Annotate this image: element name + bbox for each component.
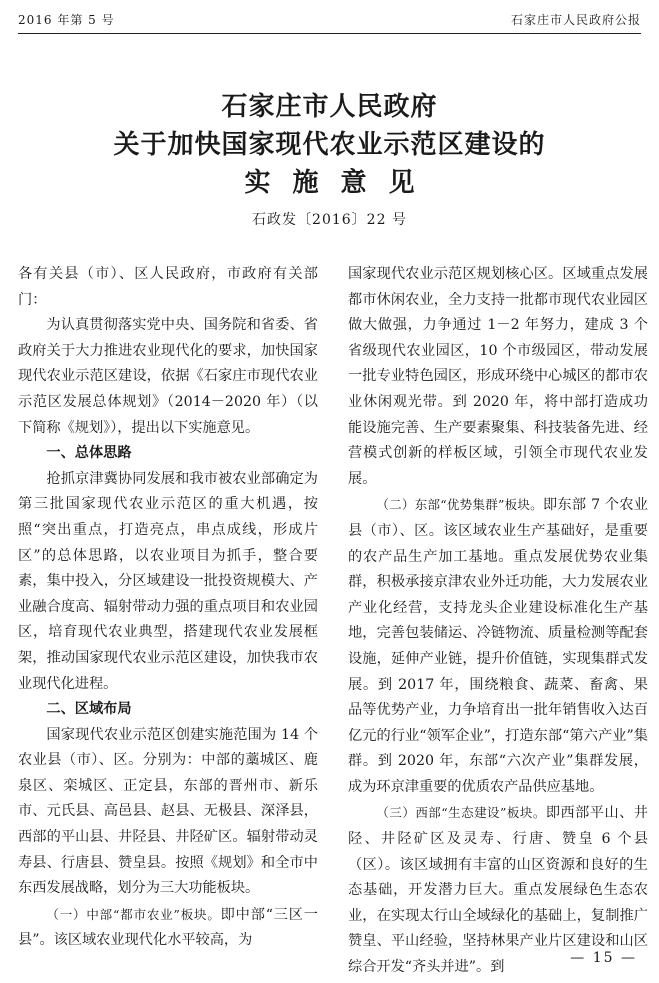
- document-number: 石政发〔2016〕22 号: [252, 212, 407, 228]
- west-block-label: （三）西部“生态建设”板块。: [376, 805, 546, 821]
- title-subject: 关于加快国家现代农业示范区建设的: [113, 130, 546, 160]
- issue-label: 2016 年第 5 号: [18, 12, 115, 27]
- central-block-text: 即中部“三区一县”。该区域农业现代化水平较高，为: [18, 906, 318, 949]
- section-heading-1: 一、总体思路: [46, 445, 132, 462]
- page-number: — 15 —: [570, 950, 637, 966]
- left-column: [18, 262, 318, 954]
- title-issuer: 石家庄市人民政府: [221, 92, 438, 122]
- central-block-label: （一）中部“都市农业”板块。: [46, 906, 221, 922]
- title-doctype: 实施意见: [244, 168, 437, 198]
- page-header: [18, 8, 641, 30]
- right-column: [348, 262, 648, 981]
- section-2-paragraph: 国家现代农业示范区创建实施范围为 14 个农业县（市）、区。分别为：中部的藁城区、鹿泉区、栾城区、正定县，东部的晋州市、新乐市、元氏县、高邑县、赵县、无极县、深泽县，西部的平山县、井陉县、井陉矿区。辐射带动灵寿县、行唐县、赞皇县。按照《规划》和全市中东西发展战略，划分为三大功能板块。: [18, 726, 318, 897]
- east-block-text: 即东部 7 个农业县（市）、区。该区域农业生产基础好，是重要的农产品生产加工基地。重点发展优势农业集群，积极承接京津农业外迁功能，大力发展农业产业化经营，支持龙头企业建设标准化生产基地，完善包装储运、冷链物流、质量检测等配套设施，延伸产业链，提升价值链，实现集群式发展。到 2017 年，围绕粮食、蔬菜、畜禽、果品等优势产业，力争培育出一批年销售收入达百亿元的行业“领军企业”，打造东部“第六产业”集群。到 2020 年，东部“六次产业”集群发展，成为环京津重要的优质农产品供应基地。: [348, 497, 648, 795]
- publication-name: 石家庄市人民政府公报: [510, 12, 641, 27]
- header-divider: [18, 33, 641, 34]
- salutation: 各有关县（市）、区人民政府，市政府有关部门：: [18, 266, 318, 308]
- east-block-paragraph: [348, 492, 648, 800]
- east-block-label: （二）东部“优势集群”板块。: [376, 497, 543, 513]
- intro-paragraph: 为认真贯彻落实党中央、国务院和省委、省政府关于大力推进农业现代化的要求，加快国家现代农业示范区建设，依据《石家庄市现代农业示范区发展总体规划》（2014－2020 年）（以下简称《规划》），提出以下实施意见。: [18, 317, 318, 436]
- section-heading-2: 二、区域布局: [46, 701, 132, 718]
- west-block-text: 即西部平山、井陉、井陉矿区及灵寿、行唐、赞皇 6 个县（区）。该区域拥有丰富的山区资源和良好的生态基础，开发潜力巨大。重点发展绿色生态农业，在实现太行山全域绿化的基础上，复制推广赞皇、平山经验，坚持林果产业片区建设和山区综合开发“齐头并进”。到: [348, 805, 648, 976]
- section-1-paragraph: 抢抓京津冀协同发展和我市被农业部确定为第三批国家现代农业示范区的重大机遇，按照“突出重点，打造亮点，串点成线，形成片区”的总体思路，以农业项目为抓手，整合要素，集中投入，分区域建设一批投资规模大、产业融合度高、辐射带动力强的重点项目和农业园区，培育现代农业典型，搭建现代农业发展框架，推动国家现代农业示范区建设，加快我市农业现代化进程。: [18, 470, 318, 692]
- central-block-continued: 国家现代农业示范区规划核心区。区域重点发展都市休闲农业，全力支持一批都市现代农业园区做大做强，力争通过 1－2 年努力，建成 3 个省级现代农业园区，10 个市级园区，带动发展一批专业特色园区，形成环绕中心城区的都市农业休闲观光带。到 2020 年，将中部打造成功能设施完善、生产要素聚集、科技装备先进、经营模式创新的样板区域，引领全市现代农业发展。: [348, 266, 648, 487]
- central-block-paragraph: [18, 902, 318, 954]
- document-title-block: [0, 88, 659, 232]
